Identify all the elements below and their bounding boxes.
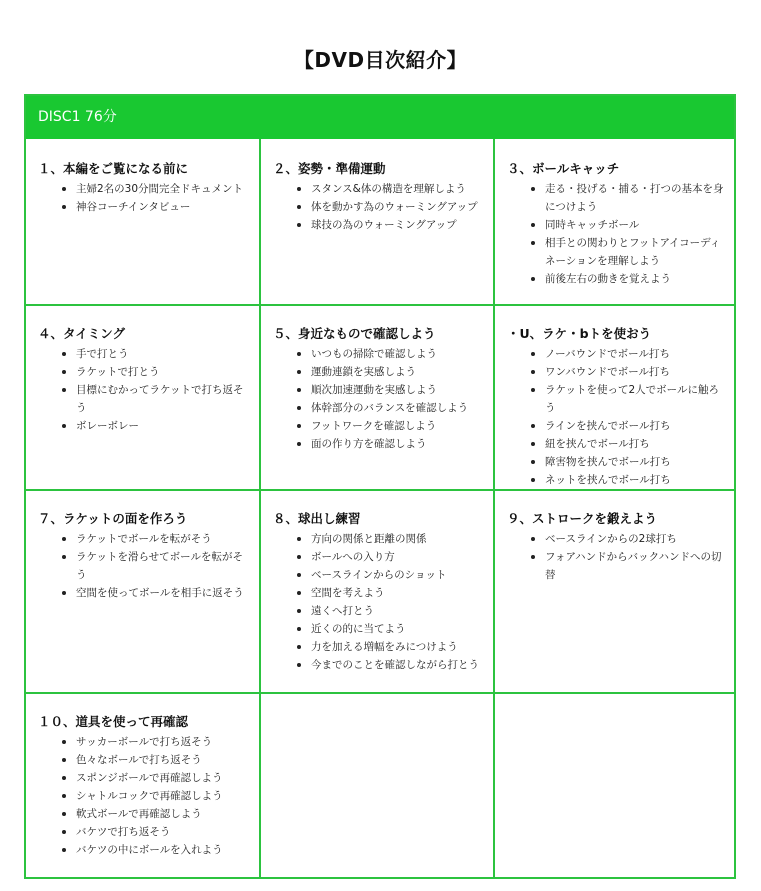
section-item: 色々なボールで打ち返そう: [62, 751, 249, 769]
section-item: ラケットを使って2人でボールに触ろう: [531, 381, 724, 417]
section-item-list: [507, 530, 724, 584]
section-title: ７、ラケットの面を作ろう: [38, 511, 188, 526]
section-title: ３、ボールキャッチ: [507, 161, 620, 176]
section-title: ・U、ラケ・bトを使おう: [507, 326, 652, 341]
disc-header: DISC1 76分: [26, 96, 734, 139]
section-item: 力を加える増幅をみにつけよう: [297, 638, 483, 656]
section-item: バケツの中にボールを入れよう: [62, 841, 249, 859]
section-item: シャトルコックで再確認しよう: [62, 787, 249, 805]
section-item: 相手との関わりとフットアイコーディネーションを理解しよう: [531, 234, 724, 270]
section-item: ベースラインからの2球打ち: [531, 530, 724, 548]
section-title: ２、姿勢・準備運動: [273, 161, 386, 176]
section-title: １０、道具を使って再確認: [38, 714, 189, 729]
section-item: 軟式ボールで再確認しよう: [62, 805, 249, 823]
section-item: ラケットを滑らせてボールを転がそう: [62, 548, 249, 584]
section-item: 主婦2名の30分間完全ドキュメント: [62, 180, 249, 198]
toc-section: [261, 306, 493, 489]
section-item: ラケットでボールを転がそう: [62, 530, 249, 548]
page-title: 【DVD目次紹介】: [293, 48, 468, 72]
section-item: 走る・投げる・捕る・打つの基本を身につけよう: [531, 180, 724, 216]
toc-section: [26, 141, 259, 304]
section-item: 同時キャッチボール: [531, 216, 724, 234]
section-item: 面の作り方を確認しよう: [297, 435, 483, 453]
section-title: ４、タイミング: [38, 326, 126, 341]
toc-section: [26, 306, 259, 489]
toc-section: [261, 491, 493, 692]
section-item: ボレーボレー: [62, 417, 249, 435]
section-item: 紐を挟んでボール打ち: [531, 435, 724, 453]
section-title: １、本編をご覧になる前に: [38, 161, 189, 176]
section-item: 近くの的に当てよう: [297, 620, 483, 638]
section-item: ワンバウンドでボール打ち: [531, 363, 724, 381]
toc-section: [26, 694, 259, 879]
section-item: 体幹部分のバランスを確認しよう: [297, 399, 483, 417]
section-item: バケツで打ち返そう: [62, 823, 249, 841]
section-item: 目標にむかってラケットで打ち返そう: [62, 381, 249, 417]
section-item: 体を動かす為のウォーミングアップ: [297, 198, 483, 216]
section-item: 今までのことを確認しながら打とう: [297, 656, 483, 674]
section-item: ラケットで打とう: [62, 363, 249, 381]
section-item: いつもの掃除で確認しよう: [297, 345, 483, 363]
toc-section: [495, 306, 734, 489]
section-item: 遠くへ打とう: [297, 602, 483, 620]
section-item: 神谷コーチインタビュー: [62, 198, 249, 216]
section-item: 空間を使ってボールを相手に返そう: [62, 584, 249, 602]
section-item-list: [38, 180, 249, 216]
section-title: ９、ストロークを鍛えよう: [507, 511, 658, 526]
section-item: 手で打とう: [62, 345, 249, 363]
toc-table: [24, 94, 736, 879]
section-item-list: [273, 180, 483, 234]
section-item: 方向の関係と距離の関係: [297, 530, 483, 548]
section-item: ラインを挟んでボール打ち: [531, 417, 724, 435]
section-item-list: [38, 733, 249, 859]
toc-section: [261, 141, 493, 304]
section-item: ネットを挟んでボール打ち: [531, 471, 724, 489]
section-item: サッカーボールで打ち返そう: [62, 733, 249, 751]
toc-section: [26, 491, 259, 692]
section-item: 順次加速運動を実感しよう: [297, 381, 483, 399]
section-item: フォアハンドからバックハンドへの切替: [531, 548, 724, 584]
section-item-list: [38, 530, 249, 602]
section-item: ベースラインからのショット: [297, 566, 483, 584]
section-item-list: [507, 180, 724, 288]
toc-section: [495, 141, 734, 304]
section-item-list: [507, 345, 724, 489]
section-item: フットワークを確認しよう: [297, 417, 483, 435]
section-item: 前後左右の動きを覚えよう: [531, 270, 724, 288]
toc-section: [495, 491, 734, 692]
section-title: ８、球出し練習: [273, 511, 361, 526]
section-item: 空間を考えよう: [297, 584, 483, 602]
section-item: ボールへの入り方: [297, 548, 483, 566]
section-item: 球技の為のウォーミングアップ: [297, 216, 483, 234]
section-item: スタンス&体の構造を理解しよう: [297, 180, 483, 198]
section-item: 障害物を挟んでボール打ち: [531, 453, 724, 471]
section-item: スポンジボールで再確認しよう: [62, 769, 249, 787]
section-item: 運動連鎖を実感しよう: [297, 363, 483, 381]
section-item-list: [273, 345, 483, 453]
section-item-list: [273, 530, 483, 674]
section-title: ５、身近なもので確認しよう: [273, 326, 436, 341]
section-item: ノーバウンドでボール打ち: [531, 345, 724, 363]
section-item-list: [38, 345, 249, 435]
